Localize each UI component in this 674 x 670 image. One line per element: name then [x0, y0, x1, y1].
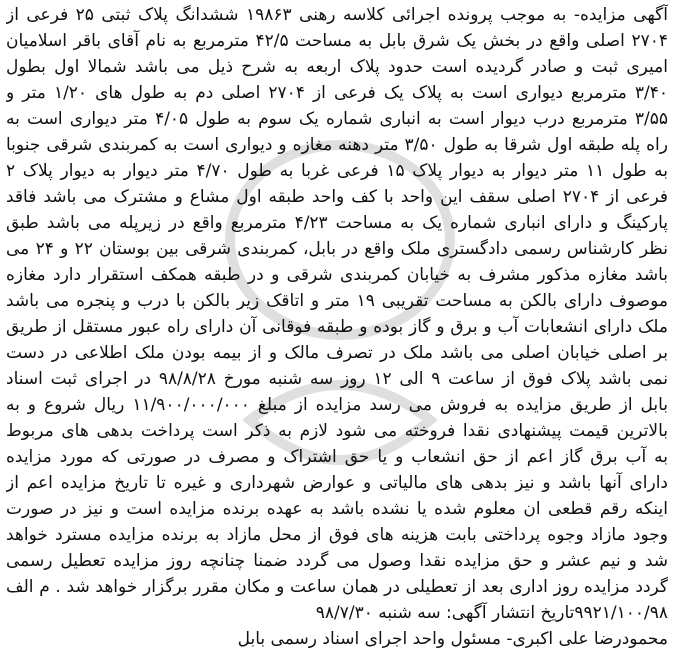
notice-line: گردد مزایده روز اداری بعد از تعطیلی در همان ساعت و مکان مقرر برگزار خواهد شد . م الف: [6, 577, 668, 597]
notice-line: شد و نیم عشر و حق مزایده نقدا وصول می گردد ضمنا چنانچه روز مزایده تعطیل رسمی: [6, 551, 668, 571]
notice-line: باشد مغازه مذکور مشرف به خیابان کمربندی شرقی و در طبقه همکف استقرار دارد مغازه: [6, 265, 668, 285]
notice-line: بالاترین قیمت پیشنهادی نقدا فروخته می شود لازم به ذکر است پرداخت بدهی های مربوط: [6, 421, 668, 441]
notice-line: موصوف دارای بالکن به مساحت تقریبی ۱۹ متر و اتاقک زیر بالکن با درب و پنجره می باشد: [6, 291, 668, 311]
notice-line: به طول ۱۱ متر دیوار به دیوار پلاک ۱۵ فرعی غربا به طول ۴/۷۰ متر دیوار به دیوار پلاک ۲: [6, 161, 668, 181]
notice-line: ۳/۵۵ مترمربع درب دیوار است به انباری شماره یک سوم به طول ۴/۰۵ متر دیواری است به: [6, 109, 668, 129]
notice-line: راه پله طبقه اول شرقا به طول ۳/۵۰ متر دهنه مغازه و دیواری است به کمربندی شرقی جنوبا: [6, 135, 668, 155]
notice-line: بابل از طریق مزایده به فروش می رسد مزایده از مبلغ ۱۱/۹۰۰/۰۰۰/۰۰۰ ریال شروع و به: [6, 395, 668, 415]
notice-line: اینکه رقم قطعی ان معلوم شده یا نشده باشد به عهده برنده مزایده است و نیز در صورت: [6, 499, 668, 519]
notice-line: ۲۷۰۴ اصلی واقع در بخش یک شرق بابل به مساحت ۴۲/۵ مترمربع به نام آقای باقر اسلامیان: [6, 31, 668, 51]
notice-line: نظر کارشناس رسمی دادگستری ملک واقع در بابل، کمربندی شرقی بین بوستان ۲۲ و ۲۴ می: [6, 239, 668, 259]
notice-line: فرعی از ۲۷۰۴ اصلی سقف این واحد با کف واحد طبقه اول مشاع و مشترک می باشد فاقد: [6, 187, 668, 207]
notice-line: بر اصلی خیابان اصلی می باشد ملک در تصرف مالک و از بیمه بودن ملک اطلاعی در دست: [6, 343, 668, 363]
notice-line: امیری ثبت و صادر گردیده است حدود پلاک اربعه به شرح ذیل می باشد شمالا اول بطول: [6, 57, 668, 77]
notice-line: ۳/۴۰ مترمربع دیواری است به پلاک یک فرعی از ۲۷۰۴ اصلی دم به طول های ۱/۲۰ متر و: [6, 83, 668, 103]
notice-line: وجود مازاد وجوه پرداختی بابت هزینه های فوق از محل مازاد به برنده مزایده مسترد خواهد: [6, 525, 668, 545]
signature-line: محمودرضا علی اکبری- مسئول واحد اجرای اسناد رسمی بابل: [237, 629, 668, 649]
notice-body: [6, 2, 668, 626]
notice-line: دارای آنها باشد و نیز بدهی های مالیاتی و عوارض شهرداری و غیره تا تاریخ مزایده اعم از: [6, 473, 668, 493]
notice-line: نمی باشد پلاک فوق از ساعت ۹ الی ۱۲ روز سه شنبه مورخ ۹۸/۸/۲۸ در اجرای ثبت اسناد: [6, 369, 668, 389]
notice-line: به آب برق گاز اعم از حق انشعاب و یا حق اشتراک و مصرف در صورتی که مورد مزایده: [6, 447, 668, 467]
notice-line-date: ۹۹۲۱/۱۰۰/۹۸تاریخ انتشار آگهی: سه شنبه ۹۸/۷/۳۰: [315, 603, 668, 623]
notice-line: آگهی مزایده- به موجب پرونده اجرائی کلاسه رهنی ۱۹۸۶۳ ششدانگ پلاک ثبتی ۲۵ فرعی از: [6, 5, 668, 25]
notice-line: ملک دارای انشعابات آب و برق و گاز بوده و طبقه فوقانی آن دارای راه عبور مستقل از طریق: [6, 317, 668, 337]
notice-line: پارکینگ و دارای انباری شماره یک به مساحت ۴/۲۳ مترمربع واقع در زیرپله می باشد طبق: [6, 213, 668, 233]
